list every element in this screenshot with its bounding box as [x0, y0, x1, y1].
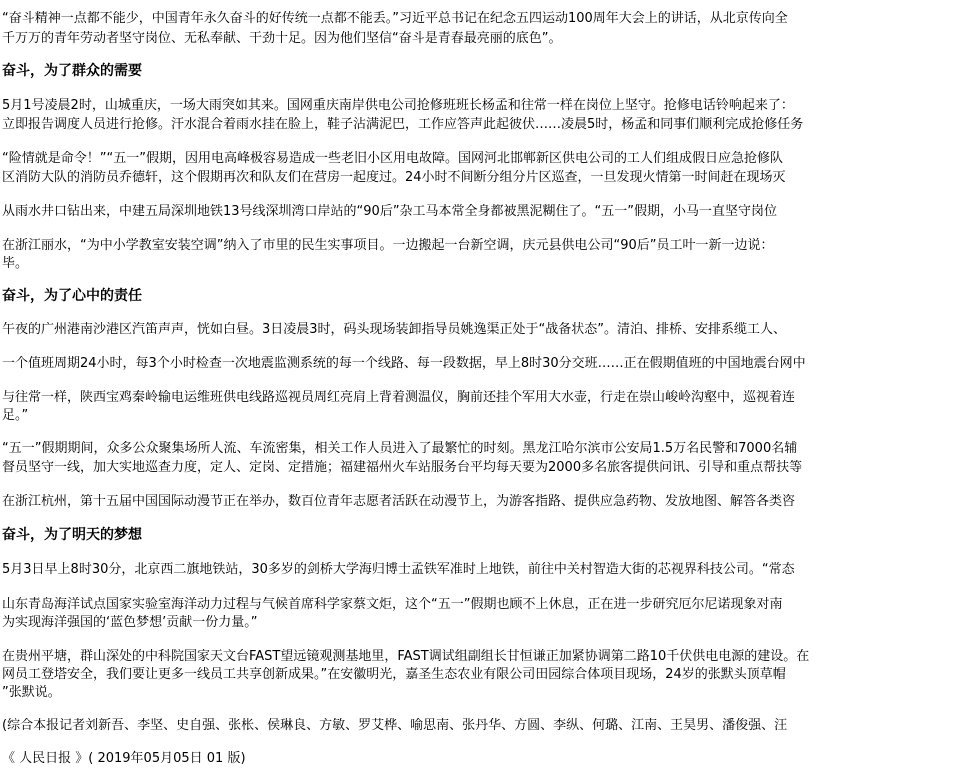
paragraph-line: 午夜的广州港南沙港区汽笛声声，恍如白昼。3日凌晨3时，码头现场装卸指导员姚逸渠正处于“战备状态”。清泊、排桥、安排系缆工人、 — [2, 322, 787, 337]
paragraph-line: 山东青岛海洋试点国家实验室海洋动力过程与气候首席科学家蔡文炬，这个“五一”假期也顾不上休息，正在进一步研究厄尔尼诺现象对南 — [2, 597, 783, 612]
paragraph-line: “五一”假期期间，众多公众聚集场所人流、车流密集，相关工作人员进入了最繁忙的时刻。黑龙江哈尔滨市公安局1.5万名民警和7000名辅 — [2, 441, 798, 456]
source-citation: 《 人民日报 》( 2019年05月05日 01 版) — [2, 751, 246, 766]
paragraph-line: 为实现海洋强国的‘蓝色梦想’贡献一份力量。” — [2, 615, 258, 630]
section-heading: 奋斗，为了群众的需要 — [2, 63, 142, 79]
paragraph-line: “险情就是命令！”“五一”假期，因用电高峰极容易造成一些老旧小区用电故障。国网河北邯郸新区供电公司的工人们组成假日应急抢修队 — [2, 151, 783, 166]
paragraph-line: 5月1号凌晨2时，山城重庆，一场大雨突如其来。国网重庆南岸供电公司抢修班班长杨孟和往常一样在岗位上坚守。抢修电话铃响起来了： — [2, 98, 794, 113]
paragraph-line: 千万万的青年劳动者坚守岗位、无私奉献、干劲十足。因为他们坚信“奋斗是青春最亮丽的底色”。 — [2, 31, 562, 46]
paragraph-line: ”张默说。 — [2, 685, 61, 700]
section-heading: 奋斗，为了明天的梦想 — [2, 527, 142, 543]
paragraph-line: 在浙江杭州，第十五届中国国际动漫节正在举办，数百位青年志愿者活跃在动漫节上，为游客指路、提供应急药物、发放地图、解答各类咨 — [2, 494, 796, 509]
paragraph-line: 督员坚守一线，加大实地巡查力度，定人、定岗、定措施；福建福州火车站服务台平均每天要为2000多名旅客提供问讯、引导和重点帮扶等 — [2, 460, 803, 475]
paragraph-line: 毕。 — [2, 256, 29, 271]
paragraph-line: 与往常一样，陕西宝鸡秦岭输电运维班供电线路巡视员周红亮肩上背着测温仪，胸前还挂个军用大水壶，行走在崇山峻岭沟壑中，巡视着连 — [2, 390, 796, 405]
paragraph-line: 网员工登塔安全，我们要让更多一线员工共享创新成果。”在安徽明光，嘉圣生态农业有限公司田园综合体项目现场，24岁的张默头顶草帽 — [2, 667, 786, 682]
paragraph-line: 区消防大队的消防员乔德轩，这个假期再次和队友们在营房一起度过。24小时不间断分组分片区巡查，一旦发现火情第一时间赶在现场灭 — [2, 170, 786, 185]
paragraph-line: 5月3日早上8时30分，北京西二旗地铁站，30多岁的剑桥大学海归博士孟铁军准时上地铁，前往中关村智造大街的芯视界科技公司。“常态 — [2, 562, 795, 577]
paragraph-line: 在贵州平塘，群山深处的中科院国家天文台FAST望远镜观测基地里，FAST调试组副组长甘恒谦正加紧协调第二路10千伏供电电源的建设。在 — [2, 649, 810, 664]
paragraph-line: 从雨水井口钻出来，中建五局深圳地铁13号线深圳湾口岸站的“90后”杂工马本常全身都被黑泥糊住了。“五一”假期，小马一直坚守岗位 — [2, 204, 778, 219]
section-heading: 奋斗，为了心中的责任 — [2, 288, 142, 304]
paragraph-line: 一个值班周期24小时，每3个小时检查一次地震监测系统的每一个线路、每一段数据，早上8时30分交班……正在假期值班的中国地震台网中 — [2, 356, 806, 371]
paragraph-line: 在浙江丽水，“为中小学教室安装空调”纳入了市里的民生实事项目。一边搬起一台新空调，庆元县供电公司“90后”员工叶一新一边说： — [2, 238, 774, 253]
paragraph-line: 立即报告调度人员进行抢修。汗水混合着雨水挂在脸上，鞋子沾满泥巴，工作应答声此起彼伏……凌晨5时，杨孟和同事们顺利完成抢修任务 — [2, 117, 804, 132]
paragraph-line: 足。” — [2, 408, 29, 423]
paragraph-line: (综合本报记者刘新吾、李坚、史自强、张枨、侯琳良、方敏、罗艾桦、喻思南、张丹华、方圆、李纵、何璐、江南、王昊男、潘俊强、汪 — [2, 718, 788, 733]
paragraph-line: “奋斗精神一点都不能少，中国青年永久奋斗的好传统一点都不能丢。”习近平总书记在纪念五四运动100周年大会上的讲话，从北京传向全 — [2, 11, 788, 26]
